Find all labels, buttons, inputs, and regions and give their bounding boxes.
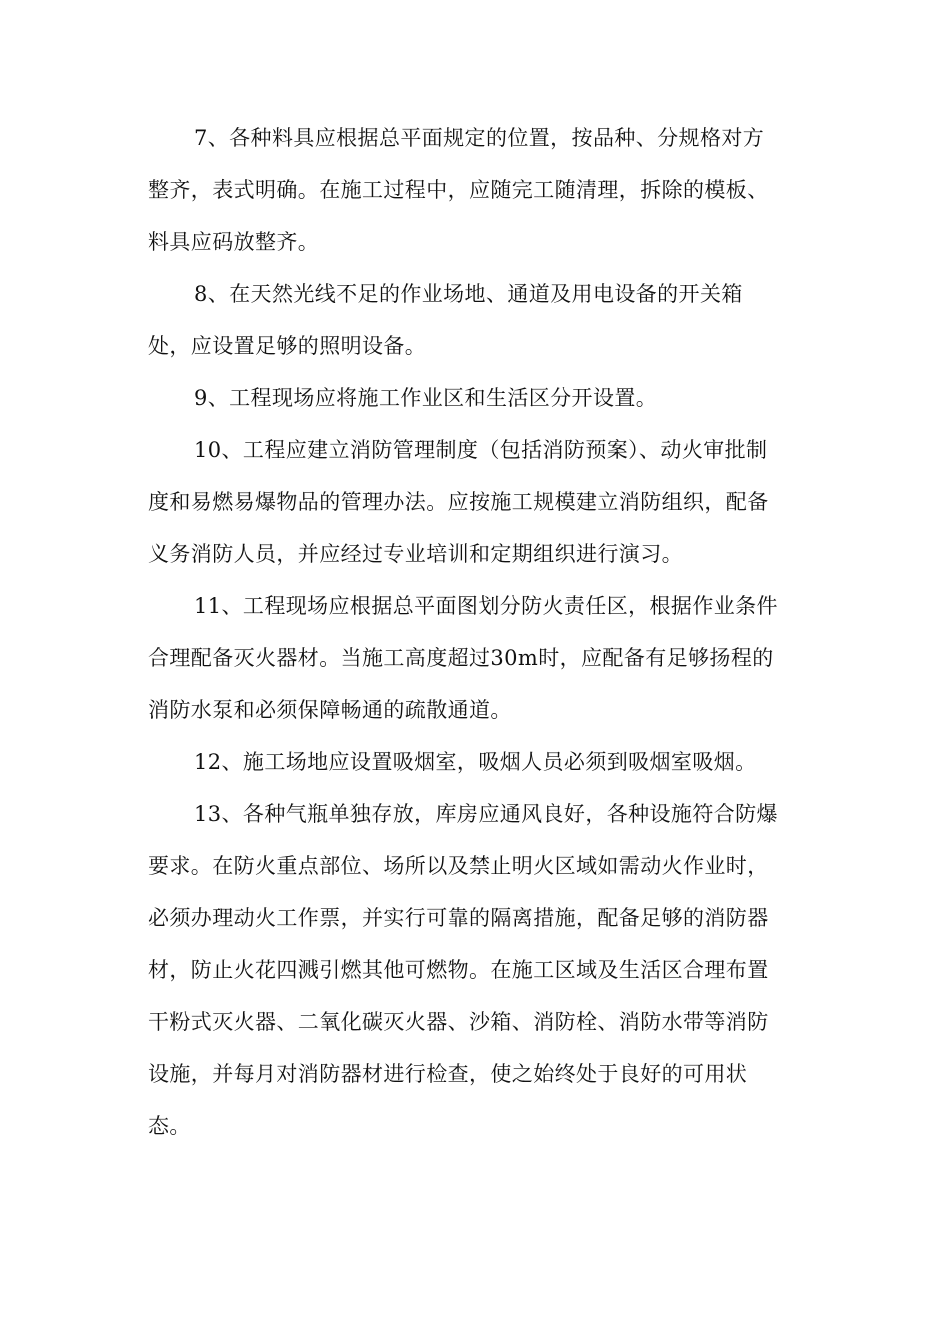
text-line: 度和易燃易爆物品的管理办法。应按施工规模建立消防组织，配备: [148, 490, 769, 514]
text-line: 材，防止火花四溅引燃其他可燃物。在施工区域及生活区合理布置: [148, 958, 769, 982]
text-line: 合理配备灭火器材。当施工高度超过30m时，应配备有足够扬程的: [148, 646, 774, 670]
text-line: 设施，并每月对消防器材进行检查，使之始终处于良好的可用状: [148, 1062, 748, 1086]
text-line: 消防水泵和必须保障畅通的疏散通道。: [148, 698, 512, 722]
text-line: 12、施工场地应设置吸烟室，吸烟人员必须到吸烟室吸烟。: [194, 750, 757, 774]
text-line: 13、各种气瓶单独存放，库房应通风良好，各种设施符合防爆: [194, 802, 778, 826]
text-line: 态。: [148, 1114, 191, 1138]
text-line: 干粉式灭火器、二氧化碳灭火器、沙箱、消防栓、消防水带等消防: [148, 1010, 769, 1034]
text-line: 整齐，表式明确。在施工过程中，应随完工随清理，拆除的模板、: [148, 178, 769, 202]
text-line: 料具应码放整齐。: [148, 230, 320, 254]
text-line: 7、各种料具应根据总平面规定的位置，按品种、分规格对方: [194, 126, 765, 150]
text-line: 8、在天然光线不足的作业场地、通道及用电设备的开关箱: [194, 282, 743, 306]
text-line: 9、工程现场应将施工作业区和生活区分开设置。: [194, 386, 658, 410]
text-line: 要求。在防火重点部位、场所以及禁止明火区域如需动火作业时，: [148, 854, 769, 878]
text-line: 11、工程现场应根据总平面图划分防火责任区，根据作业条件: [194, 594, 778, 618]
text-line: 10、工程应建立消防管理制度（包括消防预案）、动火审批制: [194, 438, 768, 462]
text-line: 义务消防人员，并应经过专业培训和定期组织进行演习。: [148, 542, 683, 566]
text-line: 必须办理动火工作票，并实行可靠的隔离措施，配备足够的消防器: [148, 906, 769, 930]
text-line: 处，应设置足够的照明设备。: [148, 334, 427, 358]
